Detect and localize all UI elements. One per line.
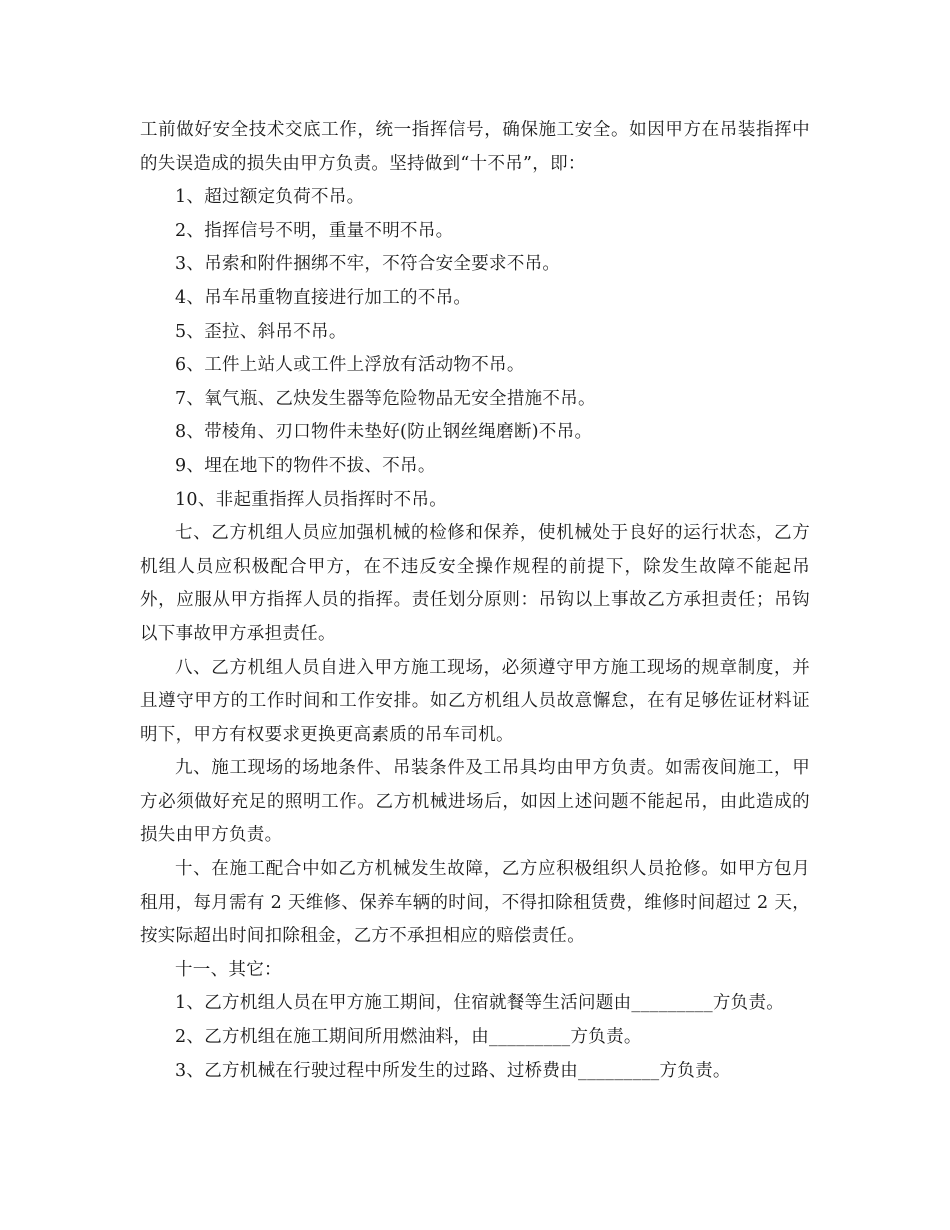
rule-item-3: 3、吊索和附件捆绑不牢，不符合安全要求不吊。 [175, 254, 561, 275]
rule-item-5: 5、歪拉、斜吊不吊。 [175, 321, 347, 342]
clause-11-item-3: 3、乙方机械在行驶过程中所发生的过路、过桥费由_________方负责。 [175, 1060, 731, 1081]
clause-11-title: 十一、其它： [175, 959, 282, 980]
rule-item-1: 1、超过额定负荷不吊。 [175, 187, 365, 208]
rule-item-10: 10、非起重指挥人员指挥时不吊。 [175, 489, 448, 510]
clause-11-item-2: 2、乙方机组在施工期间所用燃油料，由_________方负责。 [175, 1027, 642, 1048]
clause-7-paragraph: 七、乙方机组人员应加强机械的检修和保养，使机械处于良好的运行状态，乙方机组人员应积极配合甲方，在不违反安全操作规程的前提下，除发生故障不能起吊外，应服从甲方指挥人员的指挥。责任划分原则：吊钩以上事故乙方承担责任；吊钩以下事故甲方承担责任。 [140, 523, 810, 644]
rule-item-2: 2、指挥信号不明，重量不明不吊。 [175, 220, 454, 241]
intro-paragraph: 工前做好安全技术交底工作，统一指挥信号，确保施工安全。如因甲方在吊装指挥中的失误造成的损失由甲方负责。坚持做到“十不吊”，即： [140, 120, 810, 174]
rule-item-8: 8、带棱角、刃口物件未垫好(防止钢丝绳磨断)不吊。 [175, 422, 593, 443]
rule-item-9: 9、埋在地下的物件不拔、不吊。 [175, 455, 436, 476]
clause-10-paragraph: 十、在施工配合中如乙方机械发生故障，乙方应积极组织人员抢修。如甲方包月租用，每月需有 2 天维修、保养车辆的时间，不得扣除租赁费，维修时间超过 2 天，按实际超出时间扣除租金，乙方不承担相应的赔偿责任。 [140, 859, 810, 947]
rule-item-4: 4、吊车吊重物直接进行加工的不吊。 [175, 287, 472, 308]
rule-item-6: 6、工件上站人或工件上浮放有活动物不吊。 [175, 355, 525, 376]
clause-11-item-1: 1、乙方机组人员在甲方施工期间，住宿就餐等生活问题由_________方负责。 [175, 993, 785, 1014]
clause-9-paragraph: 九、施工现场的场地条件、吊装条件及工吊具均由甲方负责。如需夜间施工，甲方必须做好充足的照明工作。乙方机械进场后，如因上述问题不能起吊，由此造成的损失由甲方负责。 [140, 758, 810, 846]
clause-8-paragraph: 八、乙方机组人员自进入甲方施工现场，必须遵守甲方施工现场的规章制度，并且遵守甲方的工作时间和工作安排。如乙方机组人员故意懈怠，在有足够佐证材料证明下，甲方有权要求更换更高素质的吊车司机。 [140, 657, 810, 745]
rule-item-7: 7、氧气瓶、乙炔发生器等危险物品无安全措施不吊。 [175, 388, 596, 409]
document-body [140, 114, 810, 1088]
